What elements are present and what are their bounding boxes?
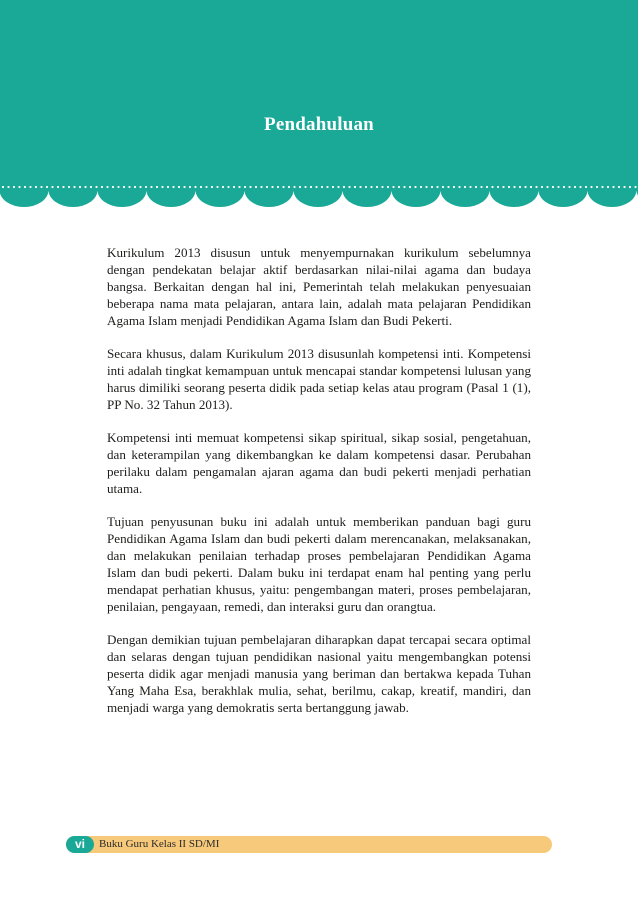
dot [310,186,312,188]
dot [84,186,86,188]
dot [260,186,262,188]
dot [266,186,268,188]
dot [18,186,20,188]
dot [112,186,114,188]
dot [574,186,576,188]
dot [2,186,4,188]
dot [95,186,97,188]
page-footer [66,836,552,853]
dot [128,186,130,188]
scallop [539,173,588,207]
dot [392,186,394,188]
dot [596,186,598,188]
dot [321,186,323,188]
dot [288,186,290,188]
dot [546,186,548,188]
dot [513,186,515,188]
paragraph: Secara khusus, dalam Kurikulum 2013 disusunlah kompetensi inti. Kompetensi inti adalah tingkat kemampuan untuk mencapai standar kompetensi lulusan yang harus dimiliki seorang peserta didik pada setiap kelas atau program (Pasal 1 (1), PP No. 32 Tahun 2013). [107,345,531,413]
dot [106,186,108,188]
dot [618,186,620,188]
dot [299,186,301,188]
scallop [196,173,245,207]
dot [167,186,169,188]
dot [387,186,389,188]
dot [337,186,339,188]
dot [35,186,37,188]
dot [326,186,328,188]
dot [304,186,306,188]
scallop [49,173,98,207]
scallop [588,173,637,207]
dot [189,186,191,188]
dot [46,186,48,188]
dot [101,186,103,188]
dot [150,186,152,188]
dot [24,186,26,188]
dot [359,186,361,188]
scallop [147,173,196,207]
dot [579,186,581,188]
dot [343,186,345,188]
dot [563,186,565,188]
dot [271,186,273,188]
dot [79,186,81,188]
dot [634,186,636,188]
dot [255,186,257,188]
dot [40,186,42,188]
dot [238,186,240,188]
dot [62,186,64,188]
dot [29,186,31,188]
dot [535,186,537,188]
dot [612,186,614,188]
dot [425,186,427,188]
dot [414,186,416,188]
dot [227,186,229,188]
dot [381,186,383,188]
scallop [0,173,49,207]
dot [293,186,295,188]
dot [491,186,493,188]
dot [475,186,477,188]
scallop [392,173,441,207]
scallop [245,173,294,207]
dot [178,186,180,188]
dot [398,186,400,188]
dot [348,186,350,188]
dot [453,186,455,188]
dot [502,186,504,188]
book-title: Buku Guru Kelas II SD/MI [99,838,220,850]
dot [436,186,438,188]
dot [200,186,202,188]
dot [194,186,196,188]
dot [216,186,218,188]
dot [458,186,460,188]
scallop [490,173,539,207]
dot [447,186,449,188]
dot [420,186,422,188]
dot [601,186,603,188]
dot [13,186,15,188]
paragraph: Kompetensi inti memuat kompetensi sikap spiritual, sikap sosial, pengetahuan, dan keterampilan yang dikembangkan ke dalam kompetensi dasar. Perubahan perilaku dalam pengamalan ajaran agama dan budi pekerti menjadi perhatian utama. [107,429,531,497]
dot [486,186,488,188]
dot [541,186,543,188]
dot [156,186,158,188]
dot [585,186,587,188]
dot [403,186,405,188]
paragraph: Dengan demikian tujuan pembelajaran diharapkan dapat tercapai secara optimal dan selaras dengan tujuan pendidikan nasional yaitu mengembangkan potensi peserta didik agar menjadi manusia yang beriman dan bertakwa kepada Tuhan Yang Maha Esa, berakhlak mulia, sehat, berilmu, cakap, kreatif, mandiri, dan menjadi warga yang demokratis serta bertanggung jawab. [107,631,531,716]
dot [519,186,521,188]
scallop [343,173,392,207]
dot [442,186,444,188]
dot [557,186,559,188]
dot [332,186,334,188]
dot [629,186,631,188]
dot [222,186,224,188]
dot [244,186,246,188]
dot [123,186,125,188]
dot [57,186,59,188]
dot [249,186,251,188]
banner-fill [0,0,638,191]
dot [315,186,317,188]
dot [233,186,235,188]
dot [524,186,526,188]
page-title: Pendahuluan [264,114,374,135]
dot [530,186,532,188]
dot [205,186,207,188]
dot [134,186,136,188]
dot [623,186,625,188]
dot [7,186,9,188]
dot [282,186,284,188]
scallop [294,173,343,207]
dot [480,186,482,188]
dot [552,186,554,188]
dot [370,186,372,188]
dot [365,186,367,188]
dot [139,186,141,188]
dot [607,186,609,188]
dot [590,186,592,188]
scallop [441,173,490,207]
dot [354,186,356,188]
dot [172,186,174,188]
dot [51,186,53,188]
paragraph: Tujuan penyusunan buku ini adalah untuk memberikan panduan bagi guru Pendidikan Agama Islam dan budi pekerti dalam merencanakan, melaksanakan, dan melakukan penilaian terhadap proses pembelajaran Pendidikan Agama Islam dan budi pekerti. Dalam buku ini terdapat enam hal penting yang perlu mendapat perhatian khusus, yaitu: pengembangan materi, proses pembelajaran, penilaian, pengayaan, remedi, dan interaksi guru dan orangtua. [107,513,531,615]
dot [376,186,378,188]
dot [211,186,213,188]
dot [464,186,466,188]
dot [161,186,163,188]
paragraph: Kurikulum 2013 disusun untuk menyempurnakan kurikulum sebelumnya dengan pendekatan belajar aktif berdasarkan nilai-nilai agama dan budaya bangsa. Berkaitan dengan hal ini, Pemerintah telah melakukan penyesuaian beberapa nama mata pelajaran, antara lain, adalah mata pelajaran Pendidikan Agama Islam menjadi Pendidikan Agama Islam dan Budi Pekerti. [107,245,531,329]
dot [145,186,147,188]
dot [68,186,70,188]
body-text [107,244,531,732]
dot [497,186,499,188]
dot [73,186,75,188]
dot [409,186,411,188]
dot [277,186,279,188]
dot [469,186,471,188]
dot [90,186,92,188]
dot [183,186,185,188]
dot [117,186,119,188]
dot [431,186,433,188]
page-number: vi [74,837,85,851]
dot [508,186,510,188]
dot [568,186,570,188]
scallop [98,173,147,207]
